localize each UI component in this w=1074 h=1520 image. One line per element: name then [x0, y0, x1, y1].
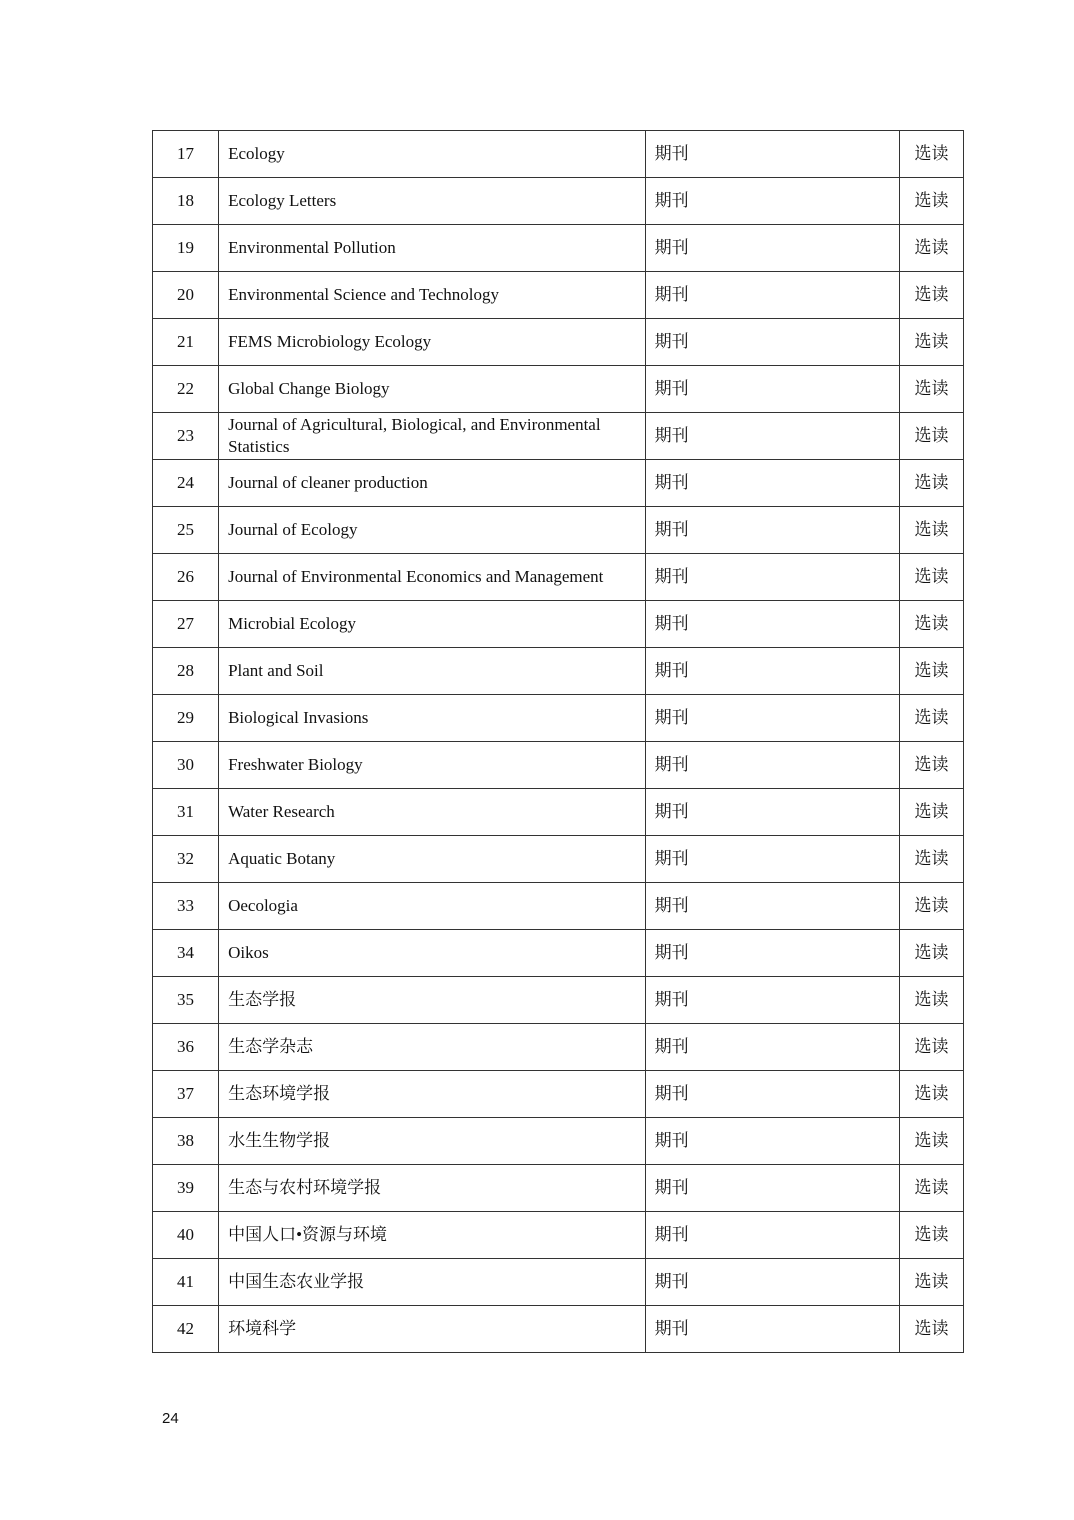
table-row	[153, 1212, 964, 1259]
requirement-cell: 选读	[899, 460, 963, 507]
type-cell: 期刊	[645, 413, 899, 460]
table-row	[153, 460, 964, 507]
type-cell: 期刊	[645, 1071, 899, 1118]
table-row	[153, 836, 964, 883]
requirement-cell: 选读	[899, 742, 963, 789]
type-cell: 期刊	[645, 225, 899, 272]
table-row	[153, 648, 964, 695]
table-row	[153, 789, 964, 836]
row-number-cell: 19	[153, 225, 219, 272]
title-cell: Global Change Biology	[219, 366, 646, 413]
row-number-cell: 18	[153, 178, 219, 225]
type-cell: 期刊	[645, 460, 899, 507]
requirement-cell: 选读	[899, 272, 963, 319]
title-cell: Plant and Soil	[219, 648, 646, 695]
row-number-cell: 28	[153, 648, 219, 695]
title-cell: Journal of Agricultural, Biological, and Environmental Statistics	[219, 413, 646, 460]
table-row	[153, 1259, 964, 1306]
requirement-cell: 选读	[899, 1024, 963, 1071]
title-cell: 生态学报	[219, 977, 646, 1024]
title-cell: 生态与农村环境学报	[219, 1165, 646, 1212]
type-cell: 期刊	[645, 695, 899, 742]
title-cell: Journal of cleaner production	[219, 460, 646, 507]
type-cell: 期刊	[645, 366, 899, 413]
type-cell: 期刊	[645, 1118, 899, 1165]
requirement-cell: 选读	[899, 1259, 963, 1306]
row-number-cell: 38	[153, 1118, 219, 1165]
requirement-cell: 选读	[899, 930, 963, 977]
table-row	[153, 1306, 964, 1353]
title-cell: Water Research	[219, 789, 646, 836]
row-number-cell: 33	[153, 883, 219, 930]
type-cell: 期刊	[645, 1259, 899, 1306]
page-number: 24	[162, 1410, 179, 1427]
requirement-cell: 选读	[899, 601, 963, 648]
title-cell: Oikos	[219, 930, 646, 977]
type-cell: 期刊	[645, 131, 899, 178]
title-cell: 中国生态农业学报	[219, 1259, 646, 1306]
requirement-cell: 选读	[899, 507, 963, 554]
requirement-cell: 选读	[899, 366, 963, 413]
row-number-cell: 37	[153, 1071, 219, 1118]
type-cell: 期刊	[645, 554, 899, 601]
row-number-cell: 42	[153, 1306, 219, 1353]
type-cell: 期刊	[645, 319, 899, 366]
title-cell: 生态环境学报	[219, 1071, 646, 1118]
table-row	[153, 742, 964, 789]
requirement-cell: 选读	[899, 319, 963, 366]
table-row	[153, 225, 964, 272]
requirement-cell: 选读	[899, 225, 963, 272]
requirement-cell: 选读	[899, 413, 963, 460]
table-row	[153, 507, 964, 554]
table-row	[153, 272, 964, 319]
requirement-cell: 选读	[899, 789, 963, 836]
reading-list-table	[152, 130, 964, 1353]
requirement-cell: 选读	[899, 883, 963, 930]
row-number-cell: 36	[153, 1024, 219, 1071]
requirement-cell: 选读	[899, 1212, 963, 1259]
table-row	[153, 695, 964, 742]
type-cell: 期刊	[645, 883, 899, 930]
title-cell: Freshwater Biology	[219, 742, 646, 789]
row-number-cell: 35	[153, 977, 219, 1024]
table-row	[153, 930, 964, 977]
row-number-cell: 40	[153, 1212, 219, 1259]
title-cell: Environmental Pollution	[219, 225, 646, 272]
requirement-cell: 选读	[899, 836, 963, 883]
row-number-cell: 25	[153, 507, 219, 554]
table-row	[153, 1071, 964, 1118]
table-row	[153, 1024, 964, 1071]
type-cell: 期刊	[645, 1212, 899, 1259]
type-cell: 期刊	[645, 272, 899, 319]
row-number-cell: 34	[153, 930, 219, 977]
title-cell: 中国人口•资源与环境	[219, 1212, 646, 1259]
row-number-cell: 20	[153, 272, 219, 319]
row-number-cell: 17	[153, 131, 219, 178]
title-cell: Journal of Environmental Economics and Management	[219, 554, 646, 601]
type-cell: 期刊	[645, 742, 899, 789]
type-cell: 期刊	[645, 836, 899, 883]
row-number-cell: 26	[153, 554, 219, 601]
title-cell: 水生生物学报	[219, 1118, 646, 1165]
title-cell: Oecologia	[219, 883, 646, 930]
title-cell: Aquatic Botany	[219, 836, 646, 883]
requirement-cell: 选读	[899, 1165, 963, 1212]
table-row	[153, 178, 964, 225]
requirement-cell: 选读	[899, 178, 963, 225]
table-row	[153, 554, 964, 601]
table-row	[153, 413, 964, 460]
row-number-cell: 21	[153, 319, 219, 366]
title-cell: Microbial Ecology	[219, 601, 646, 648]
requirement-cell: 选读	[899, 1118, 963, 1165]
row-number-cell: 32	[153, 836, 219, 883]
type-cell: 期刊	[645, 1306, 899, 1353]
table-row	[153, 977, 964, 1024]
type-cell: 期刊	[645, 507, 899, 554]
title-cell: Ecology Letters	[219, 178, 646, 225]
row-number-cell: 24	[153, 460, 219, 507]
table-row	[153, 1165, 964, 1212]
requirement-cell: 选读	[899, 554, 963, 601]
requirement-cell: 选读	[899, 1306, 963, 1353]
row-number-cell: 23	[153, 413, 219, 460]
table-row	[153, 131, 964, 178]
row-number-cell: 22	[153, 366, 219, 413]
type-cell: 期刊	[645, 178, 899, 225]
table-row	[153, 1118, 964, 1165]
requirement-cell: 选读	[899, 977, 963, 1024]
title-cell: FEMS Microbiology Ecology	[219, 319, 646, 366]
title-cell: Biological Invasions	[219, 695, 646, 742]
row-number-cell: 41	[153, 1259, 219, 1306]
requirement-cell: 选读	[899, 1071, 963, 1118]
row-number-cell: 39	[153, 1165, 219, 1212]
type-cell: 期刊	[645, 789, 899, 836]
title-cell: 生态学杂志	[219, 1024, 646, 1071]
title-cell: Environmental Science and Technology	[219, 272, 646, 319]
type-cell: 期刊	[645, 977, 899, 1024]
row-number-cell: 29	[153, 695, 219, 742]
title-cell: 环境科学	[219, 1306, 646, 1353]
table-row	[153, 883, 964, 930]
requirement-cell: 选读	[899, 131, 963, 178]
title-cell: Ecology	[219, 131, 646, 178]
table-row	[153, 366, 964, 413]
row-number-cell: 30	[153, 742, 219, 789]
table-row	[153, 601, 964, 648]
row-number-cell: 31	[153, 789, 219, 836]
requirement-cell: 选读	[899, 695, 963, 742]
requirement-cell: 选读	[899, 648, 963, 695]
type-cell: 期刊	[645, 1024, 899, 1071]
type-cell: 期刊	[645, 648, 899, 695]
type-cell: 期刊	[645, 601, 899, 648]
type-cell: 期刊	[645, 930, 899, 977]
type-cell: 期刊	[645, 1165, 899, 1212]
reading-list-body	[153, 131, 964, 1353]
title-cell: Journal of Ecology	[219, 507, 646, 554]
table-row	[153, 319, 964, 366]
row-number-cell: 27	[153, 601, 219, 648]
